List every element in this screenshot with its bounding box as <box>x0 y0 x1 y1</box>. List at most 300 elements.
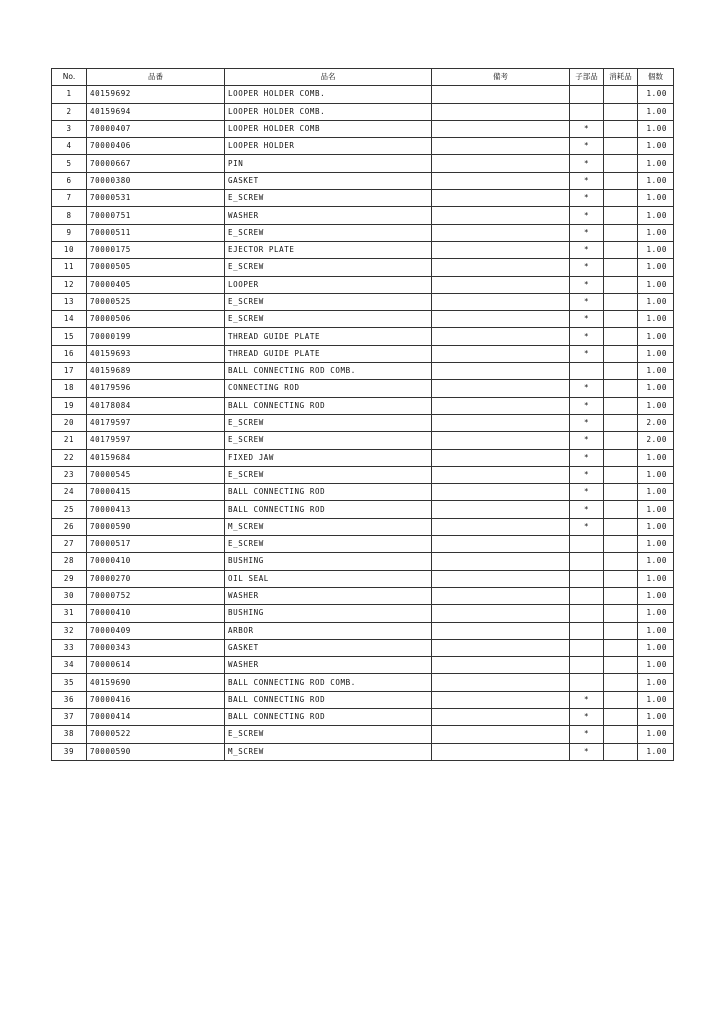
cell-quantity: 1.00 <box>638 120 674 137</box>
cell-quantity: 1.00 <box>638 484 674 501</box>
cell-remarks <box>432 708 570 725</box>
cell-part-name: E_SCREW <box>225 536 432 553</box>
cell-no: 5 <box>52 155 87 172</box>
cell-consumable <box>604 345 638 362</box>
header-sub-part: 子部品 <box>570 69 604 86</box>
cell-part-name: E_SCREW <box>225 190 432 207</box>
header-quantity: 個数 <box>638 69 674 86</box>
cell-no: 8 <box>52 207 87 224</box>
cell-part-number: 70000545 <box>87 466 225 483</box>
cell-consumable <box>604 155 638 172</box>
cell-no: 27 <box>52 536 87 553</box>
cell-remarks <box>432 293 570 310</box>
cell-no: 37 <box>52 708 87 725</box>
cell-part-name: E_SCREW <box>225 432 432 449</box>
cell-consumable <box>604 293 638 310</box>
cell-sub-part: * <box>570 518 604 535</box>
cell-part-number: 70000199 <box>87 328 225 345</box>
cell-consumable <box>604 86 638 103</box>
table-row <box>52 224 674 241</box>
cell-consumable <box>604 311 638 328</box>
cell-part-name: LOOPER HOLDER <box>225 138 432 155</box>
cell-sub-part: * <box>570 466 604 483</box>
cell-no: 17 <box>52 363 87 380</box>
cell-no: 28 <box>52 553 87 570</box>
cell-no: 31 <box>52 605 87 622</box>
cell-sub-part <box>570 674 604 691</box>
table-row <box>52 708 674 725</box>
cell-quantity: 1.00 <box>638 570 674 587</box>
cell-consumable <box>604 103 638 120</box>
cell-sub-part <box>570 639 604 656</box>
cell-consumable <box>604 276 638 293</box>
cell-no: 9 <box>52 224 87 241</box>
table-row <box>52 241 674 258</box>
cell-quantity: 1.00 <box>638 605 674 622</box>
table-row <box>52 484 674 501</box>
cell-quantity: 1.00 <box>638 241 674 258</box>
cell-remarks <box>432 207 570 224</box>
cell-part-number: 40159684 <box>87 449 225 466</box>
cell-quantity: 1.00 <box>638 138 674 155</box>
cell-remarks <box>432 259 570 276</box>
cell-sub-part: * <box>570 501 604 518</box>
cell-remarks <box>432 311 570 328</box>
cell-quantity: 1.00 <box>638 293 674 310</box>
cell-remarks <box>432 553 570 570</box>
cell-part-name: THREAD GUIDE PLATE <box>225 328 432 345</box>
cell-no: 11 <box>52 259 87 276</box>
cell-sub-part: * <box>570 311 604 328</box>
cell-sub-part: * <box>570 259 604 276</box>
table-row <box>52 605 674 622</box>
cell-sub-part: * <box>570 120 604 137</box>
cell-part-name: WASHER <box>225 587 432 604</box>
cell-consumable <box>604 553 638 570</box>
cell-no: 34 <box>52 657 87 674</box>
cell-part-number: 70000517 <box>87 536 225 553</box>
cell-part-number: 70000409 <box>87 622 225 639</box>
table-row <box>52 501 674 518</box>
cell-consumable <box>604 639 638 656</box>
table-row <box>52 103 674 120</box>
header-part-number: 品番 <box>87 69 225 86</box>
cell-part-name: THREAD GUIDE PLATE <box>225 345 432 362</box>
cell-no: 15 <box>52 328 87 345</box>
cell-sub-part: * <box>570 241 604 258</box>
cell-sub-part <box>570 86 604 103</box>
cell-quantity: 1.00 <box>638 311 674 328</box>
cell-remarks <box>432 518 570 535</box>
cell-part-number: 70000751 <box>87 207 225 224</box>
cell-quantity: 1.00 <box>638 328 674 345</box>
cell-part-number: 40159689 <box>87 363 225 380</box>
parts-list-table <box>51 68 674 761</box>
cell-quantity: 1.00 <box>638 708 674 725</box>
cell-part-name: E_SCREW <box>225 466 432 483</box>
cell-sub-part: * <box>570 190 604 207</box>
cell-sub-part <box>570 103 604 120</box>
cell-sub-part <box>570 587 604 604</box>
cell-part-number: 70000590 <box>87 518 225 535</box>
cell-part-name: E_SCREW <box>225 726 432 743</box>
cell-consumable <box>604 605 638 622</box>
cell-consumable <box>604 241 638 258</box>
cell-part-number: 40179596 <box>87 380 225 397</box>
cell-part-number: 40159692 <box>87 86 225 103</box>
cell-remarks <box>432 605 570 622</box>
cell-part-number: 70000380 <box>87 172 225 189</box>
cell-consumable <box>604 708 638 725</box>
cell-part-number: 40159690 <box>87 674 225 691</box>
cell-no: 7 <box>52 190 87 207</box>
cell-remarks <box>432 276 570 293</box>
cell-no: 22 <box>52 449 87 466</box>
cell-part-number: 70000343 <box>87 639 225 656</box>
table-row <box>52 726 674 743</box>
cell-part-name: BALL CONNECTING ROD <box>225 397 432 414</box>
cell-part-number: 70000522 <box>87 726 225 743</box>
cell-part-number: 70000407 <box>87 120 225 137</box>
cell-consumable <box>604 172 638 189</box>
cell-consumable <box>604 207 638 224</box>
cell-sub-part: * <box>570 691 604 708</box>
cell-remarks <box>432 622 570 639</box>
cell-sub-part: * <box>570 432 604 449</box>
cell-no: 32 <box>52 622 87 639</box>
cell-no: 23 <box>52 466 87 483</box>
cell-part-name: E_SCREW <box>225 293 432 310</box>
cell-part-name: WASHER <box>225 657 432 674</box>
cell-consumable <box>604 190 638 207</box>
cell-sub-part: * <box>570 224 604 241</box>
cell-consumable <box>604 363 638 380</box>
cell-part-name: GASKET <box>225 172 432 189</box>
cell-no: 26 <box>52 518 87 535</box>
cell-part-number: 70000506 <box>87 311 225 328</box>
cell-sub-part: * <box>570 397 604 414</box>
cell-remarks <box>432 120 570 137</box>
cell-remarks <box>432 743 570 760</box>
table-row <box>52 172 674 189</box>
table-row <box>52 743 674 760</box>
cell-quantity: 1.00 <box>638 276 674 293</box>
header-remarks: 備考 <box>432 69 570 86</box>
cell-quantity: 1.00 <box>638 587 674 604</box>
cell-remarks <box>432 587 570 604</box>
cell-quantity: 1.00 <box>638 207 674 224</box>
cell-consumable <box>604 743 638 760</box>
table-row <box>52 622 674 639</box>
table-row <box>52 311 674 328</box>
cell-part-name: CONNECTING ROD <box>225 380 432 397</box>
cell-part-name: BALL CONNECTING ROD <box>225 484 432 501</box>
cell-remarks <box>432 172 570 189</box>
cell-part-number: 70000525 <box>87 293 225 310</box>
cell-part-number: 70000505 <box>87 259 225 276</box>
cell-part-number: 40159693 <box>87 345 225 362</box>
cell-consumable <box>604 657 638 674</box>
cell-sub-part: * <box>570 484 604 501</box>
cell-sub-part: * <box>570 414 604 431</box>
cell-remarks <box>432 466 570 483</box>
header-no: No. <box>52 69 87 86</box>
cell-no: 33 <box>52 639 87 656</box>
cell-remarks <box>432 432 570 449</box>
cell-no: 36 <box>52 691 87 708</box>
table-row <box>52 293 674 310</box>
cell-sub-part: * <box>570 449 604 466</box>
cell-remarks <box>432 190 570 207</box>
cell-part-number: 70000415 <box>87 484 225 501</box>
cell-consumable <box>604 397 638 414</box>
cell-consumable <box>604 466 638 483</box>
table-row <box>52 328 674 345</box>
parts-table-body <box>52 86 674 761</box>
cell-remarks <box>432 86 570 103</box>
cell-consumable <box>604 380 638 397</box>
cell-part-name: ARBOR <box>225 622 432 639</box>
cell-quantity: 1.00 <box>638 259 674 276</box>
table-row <box>52 449 674 466</box>
cell-part-name: LOOPER HOLDER COMB <box>225 120 432 137</box>
cell-no: 20 <box>52 414 87 431</box>
cell-part-number: 70000270 <box>87 570 225 587</box>
table-row <box>52 120 674 137</box>
cell-remarks <box>432 570 570 587</box>
cell-quantity: 1.00 <box>638 691 674 708</box>
cell-quantity: 2.00 <box>638 414 674 431</box>
cell-quantity: 1.00 <box>638 397 674 414</box>
table-row <box>52 207 674 224</box>
cell-quantity: 1.00 <box>638 518 674 535</box>
cell-part-name: BALL CONNECTING ROD COMB. <box>225 363 432 380</box>
cell-remarks <box>432 691 570 708</box>
cell-part-name: E_SCREW <box>225 311 432 328</box>
cell-part-name: FIXED JAW <box>225 449 432 466</box>
cell-remarks <box>432 380 570 397</box>
cell-quantity: 1.00 <box>638 86 674 103</box>
cell-no: 16 <box>52 345 87 362</box>
cell-part-number: 70000667 <box>87 155 225 172</box>
cell-no: 24 <box>52 484 87 501</box>
cell-part-name: M_SCREW <box>225 743 432 760</box>
cell-remarks <box>432 674 570 691</box>
cell-no: 1 <box>52 86 87 103</box>
cell-consumable <box>604 484 638 501</box>
cell-part-name: E_SCREW <box>225 259 432 276</box>
cell-sub-part: * <box>570 708 604 725</box>
table-row <box>52 691 674 708</box>
table-row <box>52 380 674 397</box>
cell-consumable <box>604 518 638 535</box>
table-row <box>52 639 674 656</box>
cell-quantity: 1.00 <box>638 103 674 120</box>
table-row <box>52 155 674 172</box>
cell-part-name: PIN <box>225 155 432 172</box>
cell-part-number: 40159694 <box>87 103 225 120</box>
cell-no: 21 <box>52 432 87 449</box>
cell-remarks <box>432 328 570 345</box>
cell-consumable <box>604 536 638 553</box>
cell-remarks <box>432 224 570 241</box>
cell-consumable <box>604 501 638 518</box>
cell-remarks <box>432 639 570 656</box>
table-row <box>52 414 674 431</box>
cell-sub-part: * <box>570 276 604 293</box>
cell-part-number: 70000416 <box>87 691 225 708</box>
cell-part-name: BALL CONNECTING ROD <box>225 708 432 725</box>
cell-consumable <box>604 587 638 604</box>
cell-part-number: 70000614 <box>87 657 225 674</box>
cell-sub-part: * <box>570 155 604 172</box>
cell-remarks <box>432 363 570 380</box>
table-row <box>52 553 674 570</box>
cell-part-number: 70000413 <box>87 501 225 518</box>
cell-sub-part: * <box>570 328 604 345</box>
table-row <box>52 276 674 293</box>
cell-no: 18 <box>52 380 87 397</box>
cell-remarks <box>432 155 570 172</box>
cell-part-name: BALL CONNECTING ROD COMB. <box>225 674 432 691</box>
cell-part-name: LOOPER HOLDER COMB. <box>225 103 432 120</box>
cell-part-name: BUSHING <box>225 553 432 570</box>
table-row <box>52 536 674 553</box>
cell-no: 29 <box>52 570 87 587</box>
cell-consumable <box>604 120 638 137</box>
cell-quantity: 2.00 <box>638 432 674 449</box>
cell-consumable <box>604 622 638 639</box>
cell-quantity: 1.00 <box>638 501 674 518</box>
cell-part-name: BALL CONNECTING ROD <box>225 691 432 708</box>
table-row <box>52 363 674 380</box>
cell-consumable <box>604 259 638 276</box>
cell-no: 10 <box>52 241 87 258</box>
cell-part-name: OIL SEAL <box>225 570 432 587</box>
cell-part-number: 70000405 <box>87 276 225 293</box>
cell-remarks <box>432 345 570 362</box>
cell-quantity: 1.00 <box>638 466 674 483</box>
cell-no: 38 <box>52 726 87 743</box>
cell-quantity: 1.00 <box>638 172 674 189</box>
cell-part-name: LOOPER HOLDER COMB. <box>225 86 432 103</box>
cell-part-number: 70000531 <box>87 190 225 207</box>
cell-sub-part <box>570 605 604 622</box>
cell-remarks <box>432 657 570 674</box>
cell-sub-part: * <box>570 743 604 760</box>
cell-remarks <box>432 397 570 414</box>
cell-part-name: BUSHING <box>225 605 432 622</box>
cell-part-number: 70000410 <box>87 553 225 570</box>
cell-remarks <box>432 414 570 431</box>
cell-part-name: LOOPER <box>225 276 432 293</box>
cell-no: 13 <box>52 293 87 310</box>
cell-consumable <box>604 449 638 466</box>
cell-consumable <box>604 138 638 155</box>
cell-part-number: 70000175 <box>87 241 225 258</box>
table-row <box>52 345 674 362</box>
cell-part-number: 70000511 <box>87 224 225 241</box>
cell-part-number: 70000410 <box>87 605 225 622</box>
cell-remarks <box>432 536 570 553</box>
cell-sub-part: * <box>570 138 604 155</box>
table-row <box>52 657 674 674</box>
cell-remarks <box>432 241 570 258</box>
table-row <box>52 190 674 207</box>
cell-sub-part <box>570 553 604 570</box>
cell-part-number: 40179597 <box>87 432 225 449</box>
cell-quantity: 1.00 <box>638 657 674 674</box>
cell-part-number: 70000590 <box>87 743 225 760</box>
cell-quantity: 1.00 <box>638 190 674 207</box>
cell-consumable <box>604 328 638 345</box>
cell-no: 6 <box>52 172 87 189</box>
table-row <box>52 138 674 155</box>
cell-quantity: 1.00 <box>638 224 674 241</box>
cell-part-name: WASHER <box>225 207 432 224</box>
cell-remarks <box>432 103 570 120</box>
cell-part-number: 40178084 <box>87 397 225 414</box>
cell-sub-part: * <box>570 726 604 743</box>
cell-sub-part <box>570 657 604 674</box>
cell-consumable <box>604 432 638 449</box>
cell-sub-part: * <box>570 345 604 362</box>
cell-sub-part: * <box>570 380 604 397</box>
cell-quantity: 1.00 <box>638 345 674 362</box>
cell-quantity: 1.00 <box>638 380 674 397</box>
cell-remarks <box>432 138 570 155</box>
table-row <box>52 570 674 587</box>
cell-remarks <box>432 449 570 466</box>
table-row <box>52 466 674 483</box>
cell-remarks <box>432 484 570 501</box>
cell-sub-part <box>570 363 604 380</box>
header-consumable: 消耗品 <box>604 69 638 86</box>
header-part-name: 品名 <box>225 69 432 86</box>
cell-quantity: 1.00 <box>638 155 674 172</box>
cell-part-name: GASKET <box>225 639 432 656</box>
cell-part-number: 70000406 <box>87 138 225 155</box>
cell-part-name: M_SCREW <box>225 518 432 535</box>
cell-no: 4 <box>52 138 87 155</box>
cell-consumable <box>604 726 638 743</box>
cell-quantity: 1.00 <box>638 553 674 570</box>
table-row <box>52 587 674 604</box>
cell-part-name: EJECTOR PLATE <box>225 241 432 258</box>
cell-no: 30 <box>52 587 87 604</box>
cell-quantity: 1.00 <box>638 726 674 743</box>
table-row <box>52 518 674 535</box>
cell-sub-part <box>570 622 604 639</box>
cell-part-number: 40179597 <box>87 414 225 431</box>
cell-part-name: E_SCREW <box>225 414 432 431</box>
cell-consumable <box>604 224 638 241</box>
cell-quantity: 1.00 <box>638 622 674 639</box>
cell-sub-part <box>570 536 604 553</box>
cell-no: 14 <box>52 311 87 328</box>
cell-no: 35 <box>52 674 87 691</box>
cell-sub-part: * <box>570 172 604 189</box>
cell-no: 25 <box>52 501 87 518</box>
cell-part-number: 70000414 <box>87 708 225 725</box>
cell-no: 12 <box>52 276 87 293</box>
cell-remarks <box>432 501 570 518</box>
table-row <box>52 397 674 414</box>
cell-quantity: 1.00 <box>638 639 674 656</box>
cell-sub-part <box>570 570 604 587</box>
cell-consumable <box>604 691 638 708</box>
cell-consumable <box>604 674 638 691</box>
